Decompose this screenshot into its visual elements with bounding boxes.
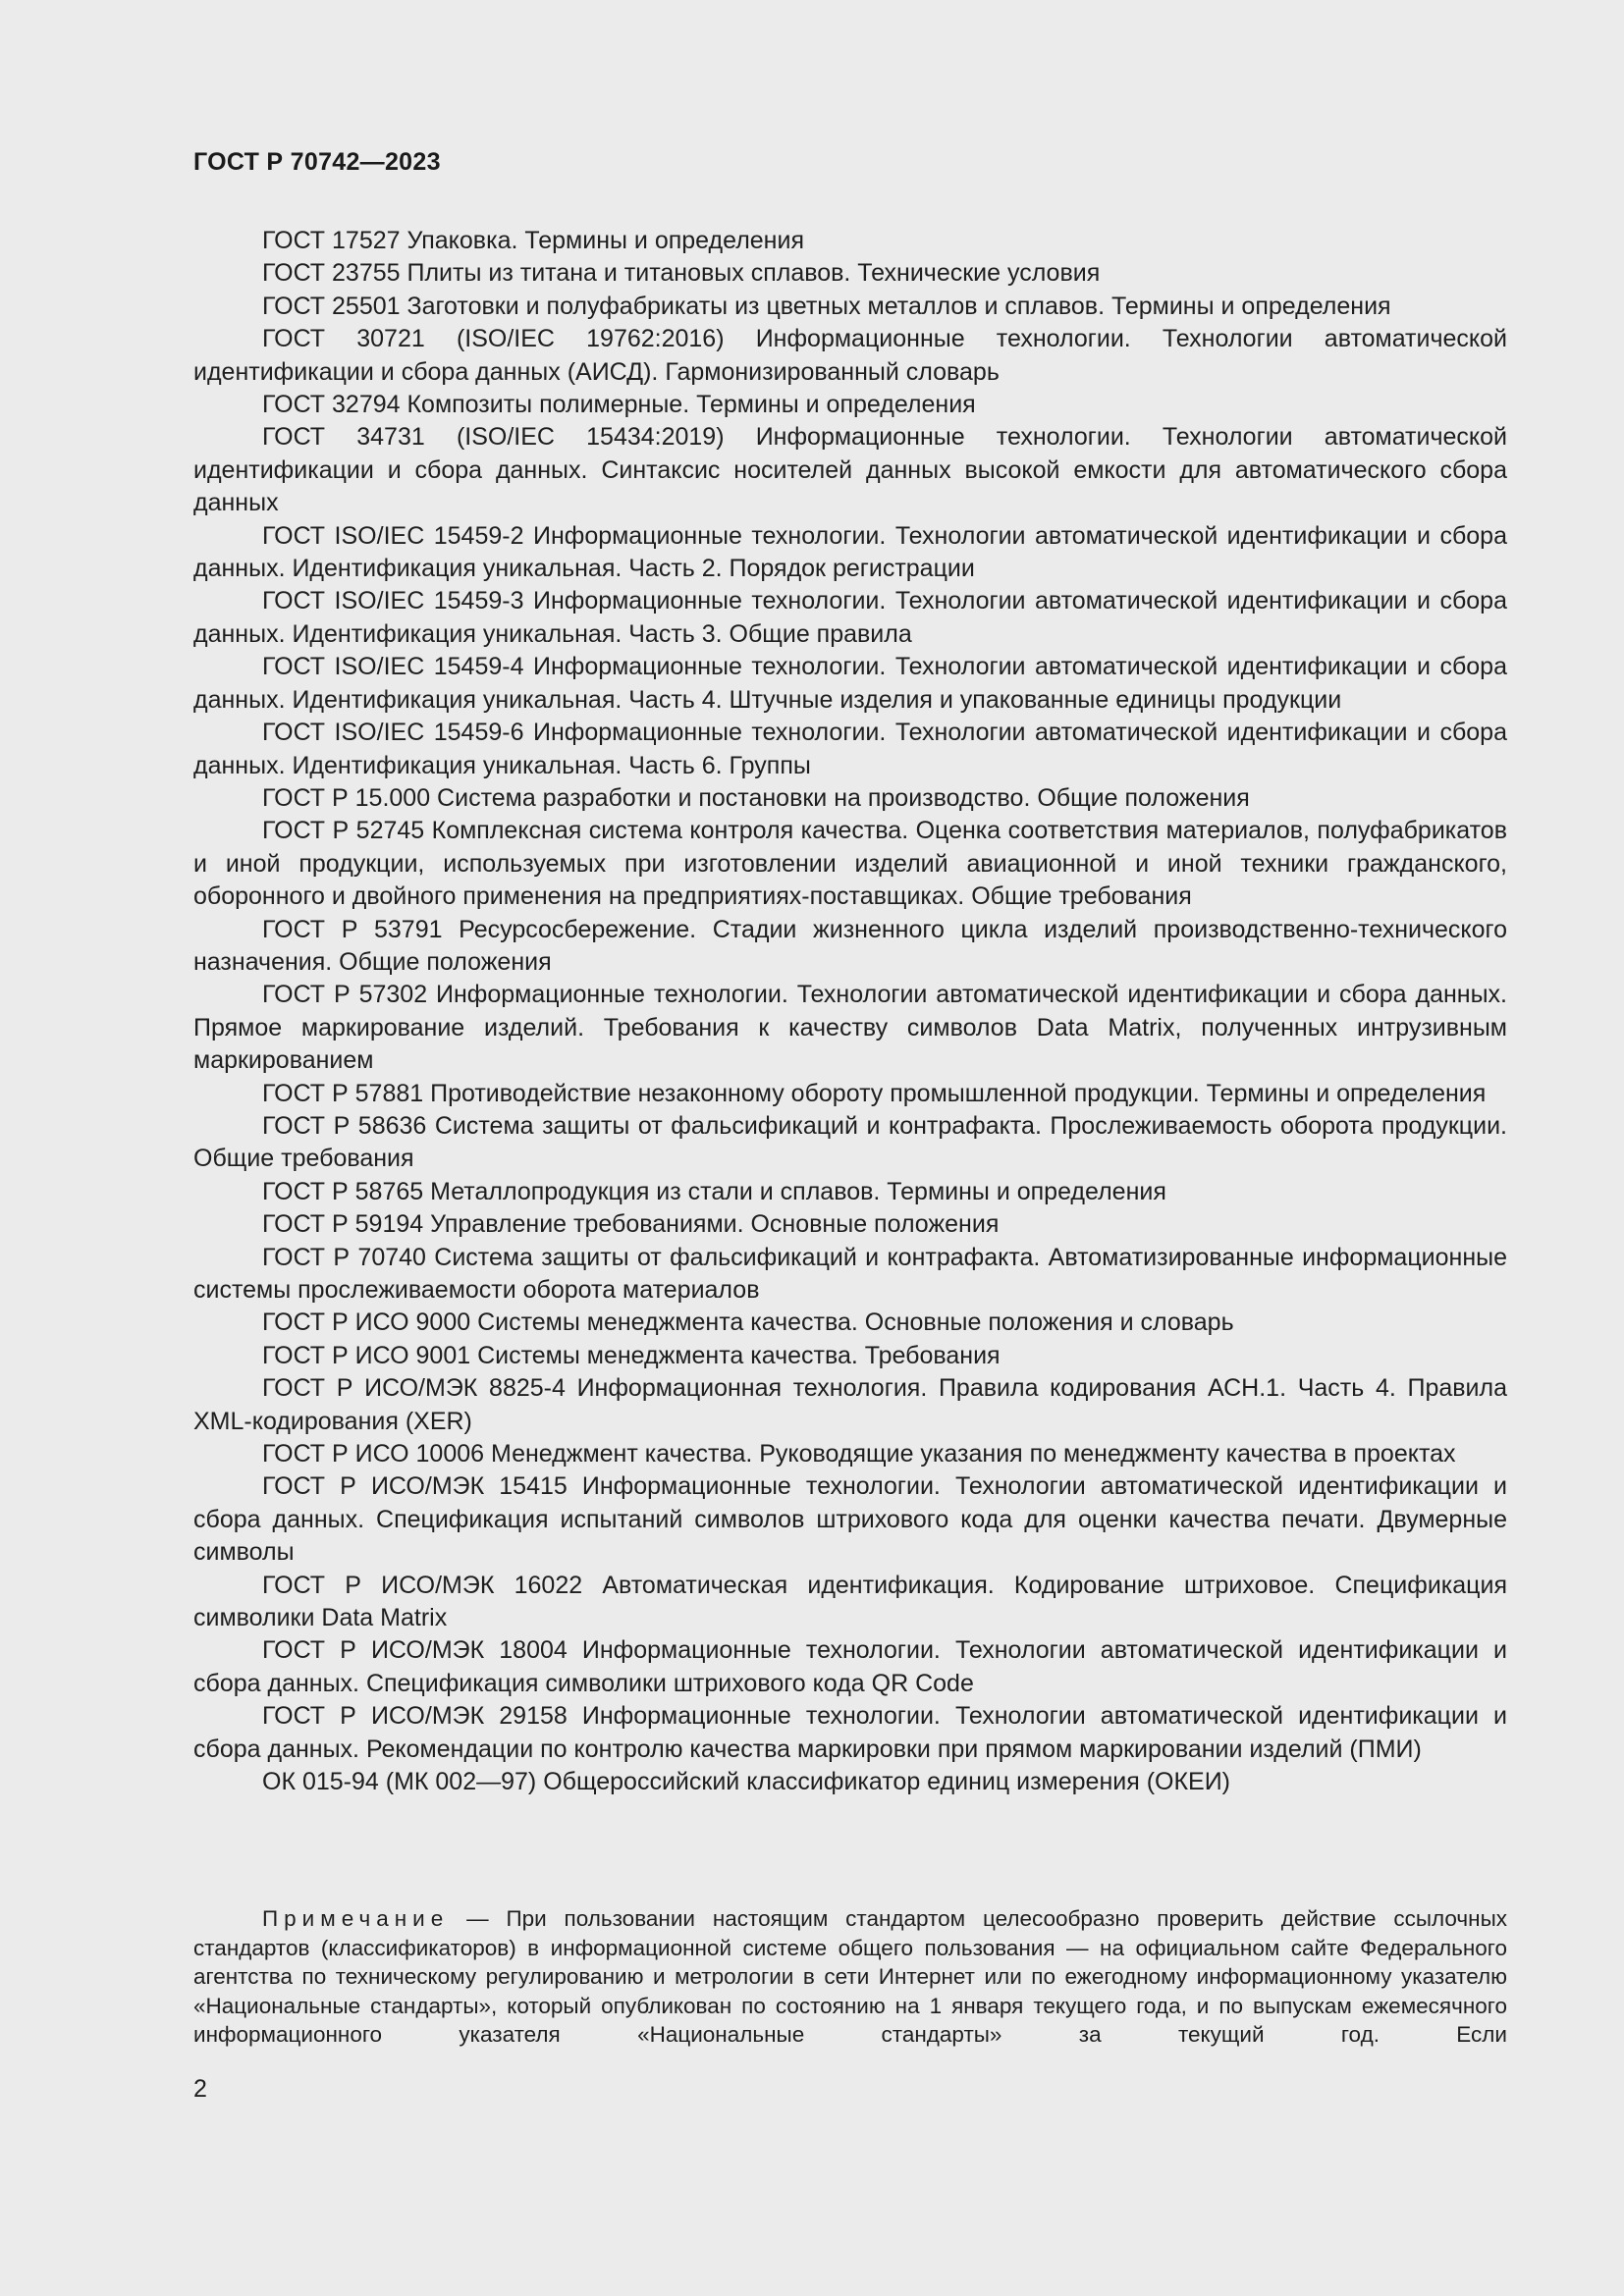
- reference-item: ГОСТ 23755 Плиты из титана и титановых сплавов. Технические условия: [262, 259, 1101, 288]
- reference-item: ОК 015-94 (МК 002—97) Общероссийский классификатор единиц измерения (ОКЕИ): [262, 1768, 1230, 1796]
- reference-item: ГОСТ Р 15.000 Система разработки и постановки на производство. Общие положения: [262, 783, 1250, 812]
- reference-item: ГОСТ ISO/IEC 15459-2 Информационные технологии. Технологии автоматической идентификации и сбора данных. Идентификация уникальная. Часть 2. Порядок регистрации: [193, 521, 1507, 583]
- reference-item: ГОСТ Р 58765 Металлопродукция из стали и сплавов. Термины и определения: [262, 1177, 1166, 1205]
- reference-item: ГОСТ Р ИСО/МЭК 18004 Информационные технологии. Технологии автоматической идентификации и сбора данных. Спецификация символики штрихового кода QR Code: [193, 1636, 1507, 1697]
- reference-item: ГОСТ 32794 Композиты полимерные. Термины и определения: [262, 391, 976, 419]
- reference-item: ГОСТ Р 59194 Управление требованиями. Основные положения: [262, 1210, 1000, 1239]
- reference-item: ГОСТ 30721 (ISO/IEC 19762:2016) Информационные технологии. Технологии автоматической идентификации и сбора данных (АИСД). Гармонизированный словарь: [193, 325, 1507, 386]
- reference-item: ГОСТ Р ИСО 9001 Системы менеджмента качества. Требования: [262, 1341, 1001, 1369]
- note-label: Примечание: [262, 1906, 450, 1931]
- reference-item: ГОСТ Р ИСО/МЭК 15415 Информационные технологии. Технологии автоматической идентификации и сбора данных. Спецификация испытаний символов штрихового кода для оценки качества печати. Двумерные символы: [193, 1472, 1507, 1567]
- reference-item: ГОСТ Р 58636 Система защиты от фальсификаций и контрафакта. Прослеживаемость оборота продукции. Общие требования: [193, 1111, 1507, 1173]
- reference-item: ГОСТ Р ИСО/МЭК 8825-4 Информационная технология. Правила кодирования АСН.1. Часть 4. Правила XML-кодирования (XER): [193, 1374, 1507, 1435]
- reference-item: ГОСТ ISO/IEC 15459-3 Информационные технологии. Технологии автоматической идентификации и сбора данных. Идентификация уникальная. Часть 3. Общие правила: [193, 587, 1507, 648]
- reference-item: ГОСТ Р ИСО 9000 Системы менеджмента качества. Основные положения и словарь: [262, 1308, 1234, 1337]
- reference-item: ГОСТ Р ИСО 10006 Менеджмент качества. Руководящие указания по менеджменту качества в проектах: [262, 1440, 1456, 1468]
- reference-item: ГОСТ Р 57881 Противодействие незаконному обороту промышленной продукции. Термины и определения: [262, 1079, 1487, 1107]
- document-header: ГОСТ Р 70742—2023: [193, 148, 441, 176]
- reference-item: ГОСТ 17527 Упаковка. Термины и определения: [262, 227, 804, 254]
- reference-item: ГОСТ Р 53791 Ресурсосбережение. Стадии жизненного цикла изделий производственно-технического назначения. Общие положения: [193, 915, 1507, 976]
- reference-item: ГОСТ Р 70740 Система защиты от фальсификаций и контрафакта. Автоматизированные информационные системы прослеживаемости оборота материалов: [193, 1243, 1507, 1304]
- reference-item: ГОСТ Р ИСО/МЭК 16022 Автоматическая идентификация. Кодирование штриховое. Спецификация символики Data Matrix: [193, 1571, 1507, 1632]
- reference-item: ГОСТ Р 57302 Информационные технологии. Технологии автоматической идентификации и сбора данных. Прямое маркирование изделий. Требования к качеству символов Data Matrix, полученных интрузивным маркированием: [193, 981, 1507, 1075]
- page-number: 2: [193, 2075, 207, 2103]
- note-paragraph: [193, 1904, 1507, 2050]
- reference-item: ГОСТ 34731 (ISO/IEC 15434:2019) Информационные технологии. Технологии автоматической идентификации и сбора данных. Синтаксис носителей данных высокой емкости для автоматического сбора данных: [193, 423, 1507, 517]
- reference-item: ГОСТ ISO/IEC 15459-6 Информационные технологии. Технологии автоматической идентификации и сбора данных. Идентификация уникальная. Часть 6. Группы: [193, 719, 1507, 779]
- normative-references-list: [193, 225, 1507, 1799]
- reference-item: ГОСТ Р 52745 Комплексная система контроля качества. Оценка соответствия материалов, полуфабрикатов и иной продукции, используемых при изготовлении изделий авиационной и иной техники гражданского, оборонного и двойного применения на предприятиях-поставщиках. Общие требования: [193, 817, 1507, 911]
- reference-item: ГОСТ 25501 Заготовки и полуфабрикаты из цветных металлов и сплавов. Термины и определения: [262, 292, 1391, 320]
- reference-item: ГОСТ Р ИСО/МЭК 29158 Информационные технологии. Технологии автоматической идентификации и сбора данных. Рекомендации по контролю качества маркировки при прямом маркировании изделий (ПМИ): [193, 1702, 1507, 1763]
- note-text: — При пользовании настоящим стандартом целесообразно проверить действие ссылочных стандартов (классификаторов) в информационной системе общего пользования — на официальном сайте Федерального агентства по техническому регулированию и метрологии в сети Интернет или по ежегодному информационному указателю «Национальные стандарты», который опубликован по состоянию на 1 января текущего года, и по выпускам ежемесячного информационного указателя «Национальные стандарты» за текущий год. Если: [193, 1906, 1507, 2048]
- reference-item: ГОСТ ISO/IEC 15459-4 Информационные технологии. Технологии автоматической идентификации и сбора данных. Идентификация уникальная. Часть 4. Штучные изделия и упакованные единицы продукции: [193, 653, 1507, 714]
